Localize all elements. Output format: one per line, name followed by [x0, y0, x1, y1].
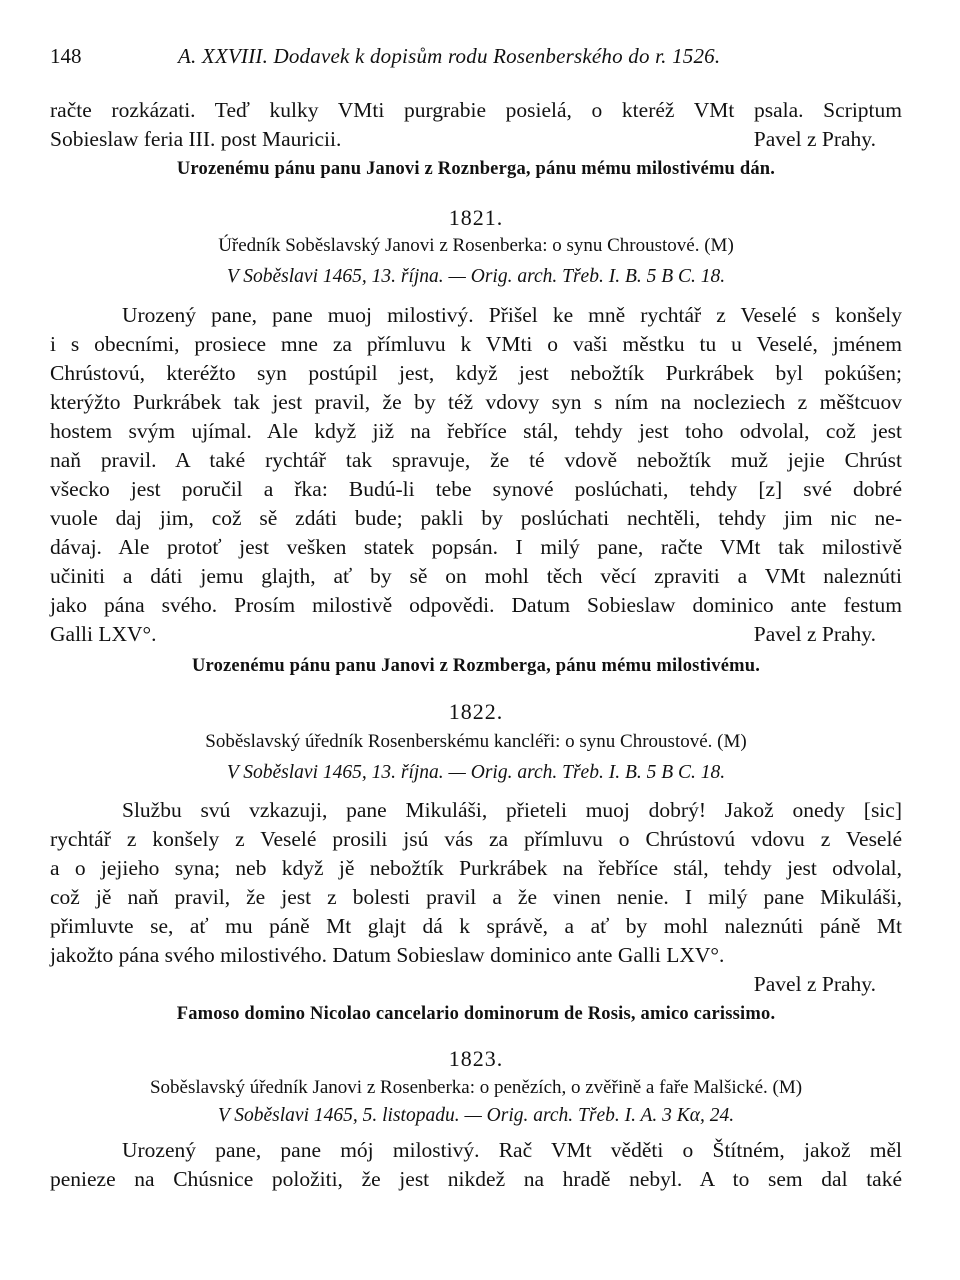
body-line: což jě naň pravil, že jest z bolesti pravil a že vinen nenie. I milý pane Mikuláši, — [50, 885, 902, 909]
signature: Pavel z Prahy. — [753, 972, 876, 996]
body-line: hostem svým ujímal. Ale když již na řebříce stál, tehdy jest toho odvolal, což jest — [50, 419, 902, 443]
body-line: rychtář z konšely z Veselé prosili jsú vás za přímluvu o Chrústovú vdovu z Veselé — [50, 827, 902, 851]
page-header — [50, 44, 902, 74]
body-line: učiniti a dáti jemu glajth, ať by sě on mohl těch věcí zpraviti a VMt naleznúti — [50, 564, 902, 588]
letter-citation: V Soběslavi 1465, 13. října. — Orig. arch. Třeb. I. B. 5 B C. 18. — [226, 762, 726, 783]
signature: Pavel z Prahy. — [753, 127, 876, 151]
body-line: naň pravil. A také rychtář tak spravuje, že té vdově nebožtík muž jejie Chrúst — [50, 448, 902, 472]
body-line: dávaj. Ale protoť jest vešken statek popsán. I milý pane, račte VMt tak milostivě — [50, 535, 902, 559]
letter-number: 1823. — [448, 1046, 504, 1071]
body-line: jakožto pána svého milostivého. Datum Sobieslaw dominico ante Galli LXV°. — [50, 943, 725, 967]
body-line: Urozený pane, pane muoj milostivý. Přišel ke mně rychtář z Veselé s konšely — [122, 303, 902, 327]
body-line: přimluvte se, ať mu páně Mt glajt dá k správě, a ať by mohl naleznúti páně Mt — [50, 914, 902, 938]
letter-citation: V Soběslavi 1465, 5. listopadu. — Orig. arch. Třeb. I. A. 3 Kα, 24. — [217, 1105, 735, 1126]
body-line: Sobieslaw feria III. post Mauricii. — [50, 127, 342, 151]
body-line: Službu svú vzkazuji, pane Mikuláši, přieteli muoj dobrý! Jakož onedy [sic] — [122, 798, 902, 822]
body-line: všecko jest poručil a řka: Budú-li tebe synové poslúchati, tehdy [z] své dobré — [50, 477, 902, 501]
address-line: Urozenému pánu panu Janovi z Rozmberga, pánu mému milostivému. — [191, 656, 761, 676]
book-page — [50, 0, 902, 1280]
letter-number: 1822. — [448, 699, 504, 724]
letter-title: Úředník Soběslavský Janovi z Rosenberka: o synu Chroustové. (M) — [218, 235, 734, 256]
letter-title: Soběslavský úředník Rosenberskému kancléři: o synu Chroustové. (M) — [205, 731, 747, 752]
letter-number: 1821. — [448, 205, 504, 230]
body-line: Urozený pane, pane mój milostivý. Rač VMt věděti o Štítném, jakož měl — [122, 1138, 902, 1162]
body-line: Galli LXV°. — [50, 622, 157, 646]
address-line: Famoso domino Nicolao cancelario dominorum de Rosis, amico carissimo. — [176, 1004, 776, 1024]
body-line: a o jejieho syna; neb když jě nebožtík Purkrábek na řebříce stál, tehdy jest odvolal, — [50, 856, 902, 880]
body-line: kterýžto Purkrábek tak jest pravil, že by též vdovy syn s ním na nocleziech z měštcuov — [50, 390, 902, 414]
body-line: i s obecními, prosiece mne za přímluvu k VMti o vaši městku tu u Veselé, jménem — [50, 332, 902, 356]
letter-title: Soběslavský úředník Janovi z Rosenberka: o penězích, o zvěřině a faře Malšické. (M) — [149, 1077, 803, 1098]
running-title: A. XXVIII. Dodavek k dopisům rodu Rosenberského do r. 1526. — [178, 44, 721, 68]
letter-citation: V Soběslavi 1465, 13. října. — Orig. arch. Třeb. I. B. 5 B C. 18. — [226, 266, 726, 287]
body-line: Chrústovú, kteréžto syn postúpil jest, když jest nebožtík Purkrábek byl pokúšen; — [50, 361, 902, 385]
address-line: Urozenému pánu panu Janovi z Roznberga, pánu mému milostivému dán. — [176, 159, 776, 179]
body-line: račte rozkázati. Teď kulky VMti purgrabie posielá, o kteréž VMt psala. Scriptum — [50, 98, 902, 122]
body-line: penieze na Chúsnice položiti, že jest nikdež na hradě nebyl. A to sem dal také — [50, 1167, 902, 1191]
signature: Pavel z Prahy. — [753, 622, 876, 646]
body-line: vuole daj jim, což sě zdáti bude; pakli by poslúchati nechtěli, tehdy jim nic ne- — [50, 506, 902, 530]
page-number: 148 — [50, 44, 82, 68]
body-line: jako pána svého. Prosím milostivě odpovědi. Datum Sobieslaw dominico ante festum — [50, 593, 902, 617]
